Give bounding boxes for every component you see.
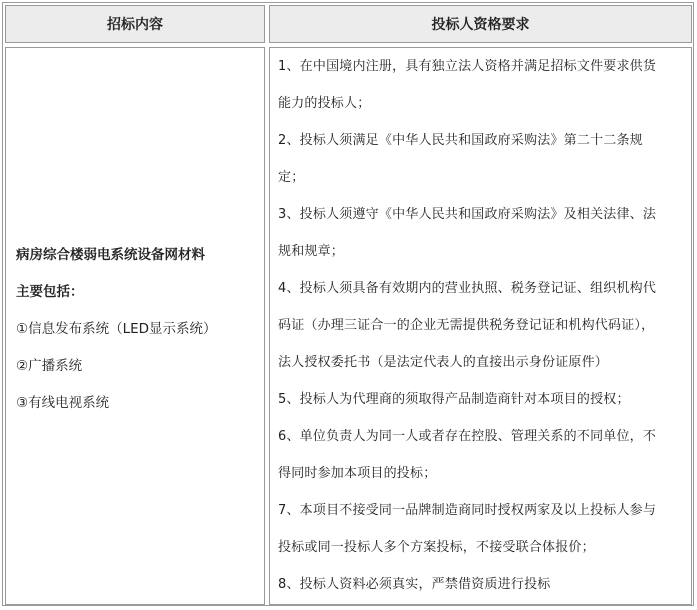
requirement-line: 能力的投标人；	[278, 96, 371, 111]
header-bidder-requirements: 投标人资格要求	[269, 5, 692, 43]
tender-item: ②广播系统	[16, 358, 83, 374]
tender-item: ①信息发布系统（LED显示系统）	[16, 321, 217, 337]
requirement-line: 1、在中国境内注册，具有独立法人资格并满足招标文件要求供货	[278, 59, 657, 74]
tender-content-cell	[5, 47, 265, 605]
requirement-line: 规和规章；	[278, 244, 345, 259]
requirement-line: 4、投标人须具备有效期内的营业执照、税务登记证、组织机构代	[278, 281, 657, 296]
tender-item: ③有线电视系统	[16, 395, 110, 411]
requirement-line: 2、投标人须满足《中华人民共和国政府采购法》第二十二条规	[278, 133, 643, 148]
requirement-line: 定；	[278, 170, 305, 185]
requirements-list	[278, 48, 682, 603]
requirement-line: 6、单位负责人为同一人或者存在控股、管理关系的不同单位，不	[278, 429, 657, 444]
tender-content-block	[16, 237, 261, 422]
requirements-table	[2, 2, 694, 606]
requirement-line: 法人授权委托书（是法定代表人的直接出示身份证原件）	[278, 355, 609, 370]
requirement-line: 得同时参加本项目的投标；	[278, 466, 437, 481]
header-tender-content: 招标内容	[5, 5, 265, 43]
tender-subtitle: 主要包括：	[16, 284, 84, 300]
requirement-line: 7、本项目不接受同一品牌制造商同时授权两家及以上投标人参与	[278, 503, 657, 518]
requirement-line: 3、投标人须遵守《中华人民共和国政府采购法》及相关法律、法	[278, 207, 657, 222]
bidder-requirements-cell	[269, 47, 692, 605]
requirement-line: 5、投标人为代理商的须取得产品制造商针对本项目的授权；	[278, 392, 630, 407]
requirement-line: 码证（办理三证合一的企业无需提供税务登记证和机构代码证），	[278, 318, 655, 333]
tender-title: 病房综合楼弱电系统设备网材料	[16, 247, 205, 263]
requirement-line: 投标或同一投标人多个方案投标，不接受联合体报价；	[278, 540, 595, 555]
requirement-line: 8、投标人资料必须真实，严禁借资质进行投标	[278, 577, 551, 592]
